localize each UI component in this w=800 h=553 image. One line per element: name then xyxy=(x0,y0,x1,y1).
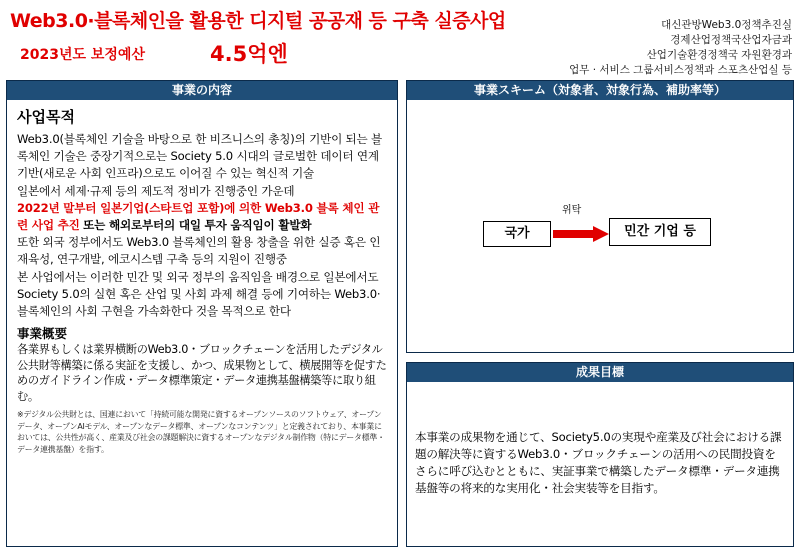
goal-panel xyxy=(406,362,794,547)
ministry-line: 대신관방Web3.0정책추진실 xyxy=(661,19,792,31)
purpose-highlight: 2022년 말부터 일본기업(스타트업 포함)에 의한 Web3.0 블록 체인 관련 사업 추진 xyxy=(17,200,380,233)
purpose-paragraph: 본 사업에서는 이러한 민간 및 외국 정부의 움직임을 배경으로 일본에서도 Society 5.0의 실현 혹은 산업 및 사회 과제 해결 등에 기여하는 Web3.0·블록체인의 사회 구현을 가속화한다 것을 목적으로 한다 xyxy=(17,269,381,319)
goal-heading: 成果目標 xyxy=(407,363,793,382)
purpose-text xyxy=(17,131,389,320)
footnote: ※デジタル公共財とは、国連において「持続可能な開発に資するオープンソースのソフトウェア、オープンデータ、オープンAIモデル、オープンなデータ標準、オープンなコンテンツ」と定義されており、本事業においては、公共性が高く、産業及び社会の課題解決に資するオープンなデジタル制作物（特にデータ標準・データ連携基盤）を指す。 xyxy=(17,410,385,454)
purpose-paragraph: Web3.0(블록체인 기술을 바탕으로 한 비즈니스의 총칭)의 기반이 되는 블록체인 기술은 중장기적으로는 Society 5.0 시대의 글로벌한 데이터 연계 기반(새로운 사회 인프라)으로도 이어질 수 있는 혁신적 기술 xyxy=(17,132,383,181)
ministry-line: 업무 · 서비스 그룹서비스정책과 스포츠산업실 등 xyxy=(569,64,792,76)
arrow-label: 위탁 xyxy=(562,205,582,216)
business-content-panel xyxy=(6,80,398,547)
node-private-company: 민간 기업 등 xyxy=(609,218,711,246)
purpose-title: 사업목적 xyxy=(17,108,75,126)
ministry-list xyxy=(569,18,792,78)
budget-label: 2023년도 보정예산 xyxy=(20,47,145,63)
business-scheme-panel xyxy=(406,80,794,353)
node-state: 국가 xyxy=(483,221,551,247)
business-content-heading: 事業の内容 xyxy=(7,81,397,100)
purpose-bold-segment: 또는 해외로부터의 대일 투자 움직임이 활발화 xyxy=(83,218,312,233)
right-arrow-icon xyxy=(553,226,609,242)
purpose-text-segment: 일본에서 세제·규제 등의 제도적 정비가 진행중인 가운데 xyxy=(17,183,295,198)
page-title: Web3.0·블록체인을 활용한 디지털 공공재 등 구축 실증사업 xyxy=(10,10,506,32)
ministry-line: 산업기술환경정책국 자원환경과 xyxy=(646,49,792,61)
overview-title: 事業概要 xyxy=(17,326,68,342)
budget-amount: 4.5억엔 xyxy=(210,42,288,66)
business-scheme-heading: 事業スキーム（対象者、対象行為、補助率等） xyxy=(407,81,793,100)
overview-text: 各業界もしくは業界横断のWeb3.0・ブロックチェーンを活用したデジタル公共財等構築に係る実証を支援し、かつ、成果物として、横展開等を促すためのガイドライン作成・データ標準策定・データ連携基盤構築等に取り組む。 xyxy=(17,343,387,403)
ministry-line: 경제산업정책국산업자금과 xyxy=(670,34,792,46)
scheme-diagram xyxy=(407,100,793,352)
purpose-paragraph: 또한 외국 정부에서도 Web3.0 블록체인의 활용 창출을 위한 실증 혹은 인재육성, 연구개발, 에코시스템 구축 등의 지원이 진행중 xyxy=(17,235,381,267)
purpose-paragraph xyxy=(17,183,389,235)
goal-text: 本事業の成果物を通じて、Society5.0の実現や産業及び社会における課題の解決等に資するWeb3.0・ブロックチェーンの活用への民間投資をさらに呼び込むとともに、実証事業で構築したデータ標準・データ連携基盤等の将来的な実用化・社会実装等を目指す。 xyxy=(415,430,782,495)
